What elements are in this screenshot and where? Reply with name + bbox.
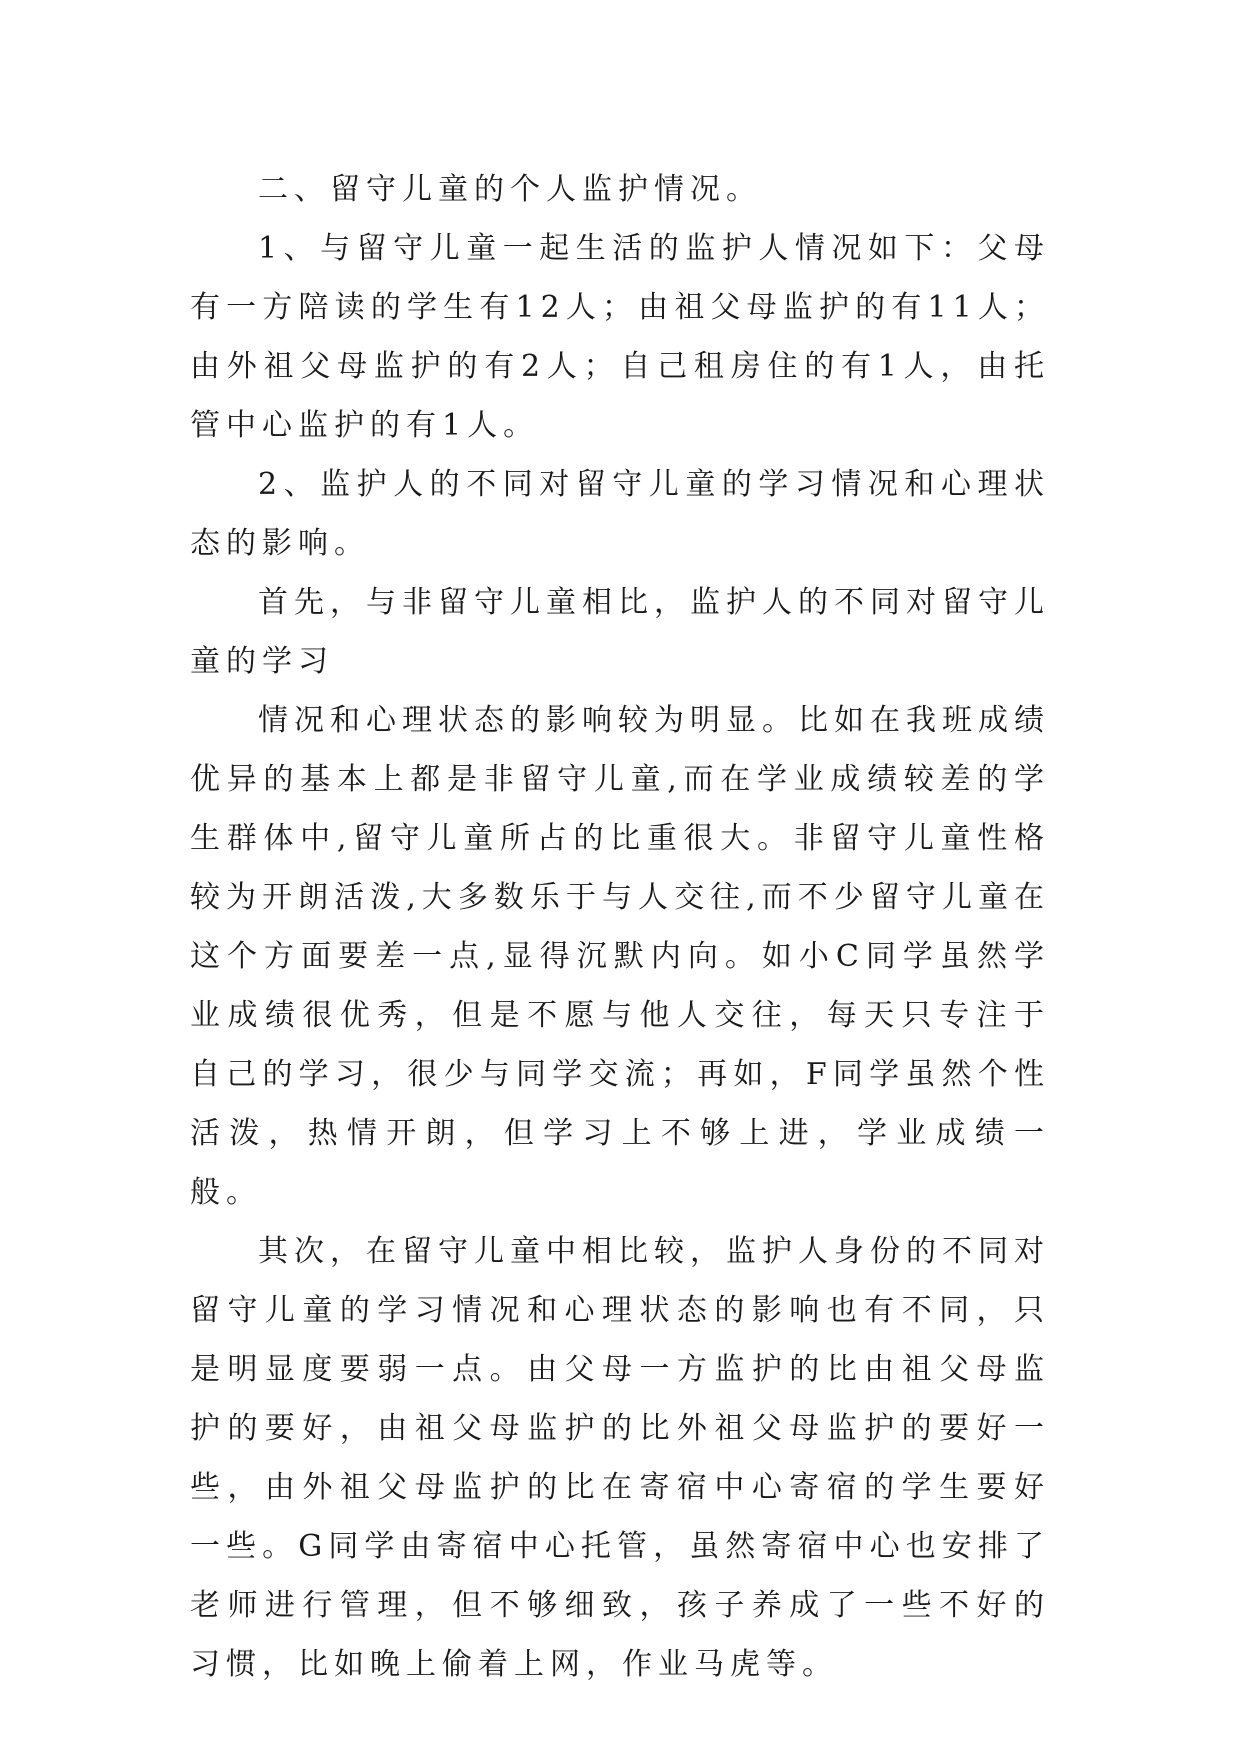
second-comparison-paragraph: 其次，在留守儿童中相比较，监护人身份的不同对留守儿童的学习情况和心理状态的影响也有不同，只是明显度要弱一点。由父母一方监护的比由祖父母监护的要好，由祖父母监护的比外祖父母监护的要好一些，由外祖父母监护的比在寄宿中心寄宿的学生要好一些。G同学由寄宿中心托管，虽然寄宿中心也安排了老师进行管理，但不够细致，孩子养成了一些不好的习惯，比如晚上偷着上网，作业马虎等。 [190, 1234, 1050, 1682]
section-heading-paragraph: 二、留守儿童的个人监护情况。 [258, 172, 762, 207]
first-comparison-detail-paragraph: 情况和心理状态的影响较为明显。比如在我班成绩优异的基本上都是非留守儿童,而在学业成绩较差的学生群体中,留守儿童所占的比重很大。非留守儿童性格较为开朗活泼,大多数乐于与人交往,而不少留守儿童在这个方面要差一点,显得沉默内向。如小C同学虽然学业成绩很优秀，但是不愿与他人交往，每天只专注于自己的学习，很少与同学交流；再如，F同学虽然个性活泼，热情开朗，但学习上不够上进，学业成绩一般。 [190, 703, 1050, 1210]
document-body [190, 160, 1050, 1694]
first-comparison-paragraph: 首先，与非留守儿童相比，监护人的不同对留守儿童的学习 [190, 585, 1050, 679]
guardian-statistics-paragraph: 1、与留守儿童一起生活的监护人情况如下：父母有一方陪读的学生有12人；由祖父母监护的有11人；由外祖父母监护的有2人；自己租房住的有1人，由托管中心监护的有1人。 [190, 231, 1050, 443]
guardian-influence-heading-paragraph: 2、监护人的不同对留守儿童的学习情况和心理状态的影响。 [190, 467, 1050, 561]
